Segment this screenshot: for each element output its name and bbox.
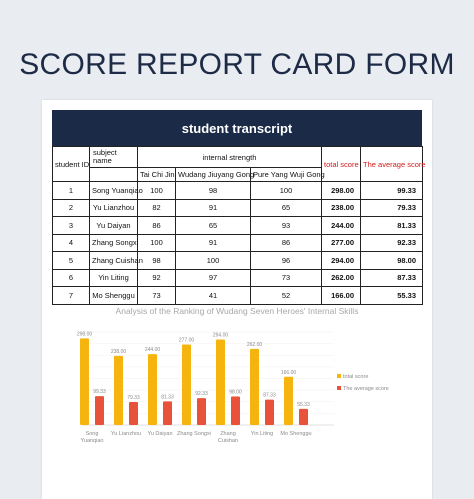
average-score-bar xyxy=(163,401,172,425)
total-score-cell: 262.00 xyxy=(322,269,361,287)
wudang-jiuyang-gong-cell: 91 xyxy=(176,234,251,252)
tai-chi-jin-cell: 100 xyxy=(138,182,176,200)
average-score-cell: 55.33 xyxy=(361,287,423,305)
student-name-cell: Yu Daiyan xyxy=(90,217,138,235)
total-score-bar xyxy=(284,377,293,425)
pure-yang-wuji-gong-cell: 96 xyxy=(251,252,322,270)
data-label: 55.33 xyxy=(297,401,310,408)
wudang-jiuyang-gong-cell: 65 xyxy=(176,217,251,235)
data-label: 87.33 xyxy=(263,392,276,399)
legend-swatch xyxy=(337,386,341,390)
data-label: 294.00 xyxy=(212,332,229,339)
category-label: Cuishan xyxy=(217,438,239,444)
total-score-bar xyxy=(114,356,123,425)
table-row xyxy=(53,269,423,287)
average-score-cell: 81.33 xyxy=(361,217,423,235)
header-empty-cell xyxy=(90,168,138,182)
total-score-bar xyxy=(250,349,259,425)
header-subject-name xyxy=(90,147,138,168)
transcript-title: student transcript xyxy=(52,110,422,146)
data-label: 79.33 xyxy=(127,394,140,401)
header-pure-yang-wuji-gong: Pure Yang Wuji Gong xyxy=(251,168,322,182)
table-row xyxy=(53,182,423,200)
average-score-cell: 87.33 xyxy=(361,269,423,287)
total-score-cell: 244.00 xyxy=(322,217,361,235)
average-score-cell: 98.00 xyxy=(361,252,423,270)
tai-chi-jin-cell: 86 xyxy=(138,217,176,235)
wudang-jiuyang-gong-cell: 97 xyxy=(176,269,251,287)
header-wudang-jiuyang-gong: Wudang Jiuyang Gong xyxy=(176,168,251,182)
legend-label: total score xyxy=(343,374,369,380)
data-label: 298.00 xyxy=(76,331,93,338)
student-name-cell: Zhang Cuishan xyxy=(90,252,138,270)
category-label: Zhang Songxi xyxy=(177,431,211,437)
category-label: Zhang xyxy=(220,431,236,437)
student-id-cell: 3 xyxy=(53,217,90,235)
wudang-jiuyang-gong-cell: 41 xyxy=(176,287,251,305)
average-score-cell: 99.33 xyxy=(361,182,423,200)
data-label: 166.00 xyxy=(280,369,297,376)
student-id-cell: 6 xyxy=(53,269,90,287)
student-name-cell: Zhang Songxi xyxy=(90,234,138,252)
tai-chi-jin-cell: 82 xyxy=(138,199,176,217)
average-score-bar xyxy=(265,400,274,425)
data-label: 262.00 xyxy=(246,341,263,348)
category-label: Song xyxy=(85,431,99,437)
data-label: 238.00 xyxy=(110,348,127,355)
table-row xyxy=(53,217,423,235)
average-score-cell: 79.33 xyxy=(361,199,423,217)
student-id-cell: 7 xyxy=(53,287,90,305)
category-label: Yin Liting xyxy=(250,431,274,437)
header-average-score: The average score xyxy=(361,147,423,182)
wudang-jiuyang-gong-cell: 100 xyxy=(176,252,251,270)
average-score-bar xyxy=(129,402,138,425)
average-score-bar xyxy=(299,409,308,425)
student-id-cell: 2 xyxy=(53,199,90,217)
category-label: Yu Lianzhou xyxy=(110,431,142,437)
student-name-cell: Mo Shenggu xyxy=(90,287,138,305)
pure-yang-wuji-gong-cell: 86 xyxy=(251,234,322,252)
total-score-cell: 294.00 xyxy=(322,252,361,270)
header-internal-strength: internal strength xyxy=(138,147,322,168)
pure-yang-wuji-gong-cell: 73 xyxy=(251,269,322,287)
tai-chi-jin-cell: 100 xyxy=(138,234,176,252)
average-score-bar xyxy=(231,397,240,425)
wudang-jiuyang-gong-cell: 98 xyxy=(176,182,251,200)
average-score-cell: 92.33 xyxy=(361,234,423,252)
tai-chi-jin-cell: 73 xyxy=(138,287,176,305)
data-label: 92.33 xyxy=(195,391,208,398)
pure-yang-wuji-gong-cell: 52 xyxy=(251,287,322,305)
chart-title: Analysis of the Ranking of Wudang Seven Heroes' Internal Skills xyxy=(115,306,359,316)
average-score-bar xyxy=(197,398,206,425)
average-score-bar xyxy=(95,396,104,425)
score-bar-chart xyxy=(52,318,422,448)
total-score-bar xyxy=(182,344,191,425)
total-score-cell: 238.00 xyxy=(322,199,361,217)
data-label: 99.33 xyxy=(93,389,106,396)
student-id-cell: 1 xyxy=(53,182,90,200)
header-tai-chi-jin: Tai Chi Jin xyxy=(138,168,176,182)
page-title: SCORE REPORT CARD FORM xyxy=(19,48,455,81)
student-id-cell: 4 xyxy=(53,234,90,252)
header-total-score: total score xyxy=(322,147,361,182)
data-label: 81.33 xyxy=(161,394,174,401)
total-score-cell: 166.00 xyxy=(322,287,361,305)
legend-swatch xyxy=(337,374,341,378)
data-label: 244.00 xyxy=(144,347,161,354)
pure-yang-wuji-gong-cell: 65 xyxy=(251,199,322,217)
wudang-jiuyang-gong-cell: 91 xyxy=(176,199,251,217)
header-student-id: student ID xyxy=(53,147,90,182)
table-row xyxy=(53,252,423,270)
student-name-cell: Yu Lianzhou xyxy=(90,199,138,217)
total-score-cell: 277.00 xyxy=(322,234,361,252)
student-id-cell: 5 xyxy=(53,252,90,270)
student-name-cell: Song Yuanqiao xyxy=(90,182,138,200)
tai-chi-jin-cell: 98 xyxy=(138,252,176,270)
table-row xyxy=(53,287,423,305)
total-score-cell: 298.00 xyxy=(322,182,361,200)
transcript-table xyxy=(52,146,426,305)
tai-chi-jin-cell: 92 xyxy=(138,269,176,287)
data-label: 98.00 xyxy=(229,389,242,396)
total-score-bar xyxy=(148,354,157,425)
category-label: Mo Shenggu xyxy=(280,431,312,437)
pure-yang-wuji-gong-cell: 93 xyxy=(251,217,322,235)
table-row xyxy=(53,234,423,252)
table-row xyxy=(53,199,423,217)
category-label: Yuanqiao xyxy=(80,438,104,444)
category-label: Yu Daiyan xyxy=(147,431,173,437)
student-name-cell: Yin Liting xyxy=(90,269,138,287)
legend-label: The average score xyxy=(343,386,389,392)
pure-yang-wuji-gong-cell: 100 xyxy=(251,182,322,200)
header-subject-name-text: subject name xyxy=(93,148,117,165)
data-label: 277.00 xyxy=(178,337,195,344)
total-score-bar xyxy=(80,338,89,425)
total-score-bar xyxy=(216,340,225,425)
